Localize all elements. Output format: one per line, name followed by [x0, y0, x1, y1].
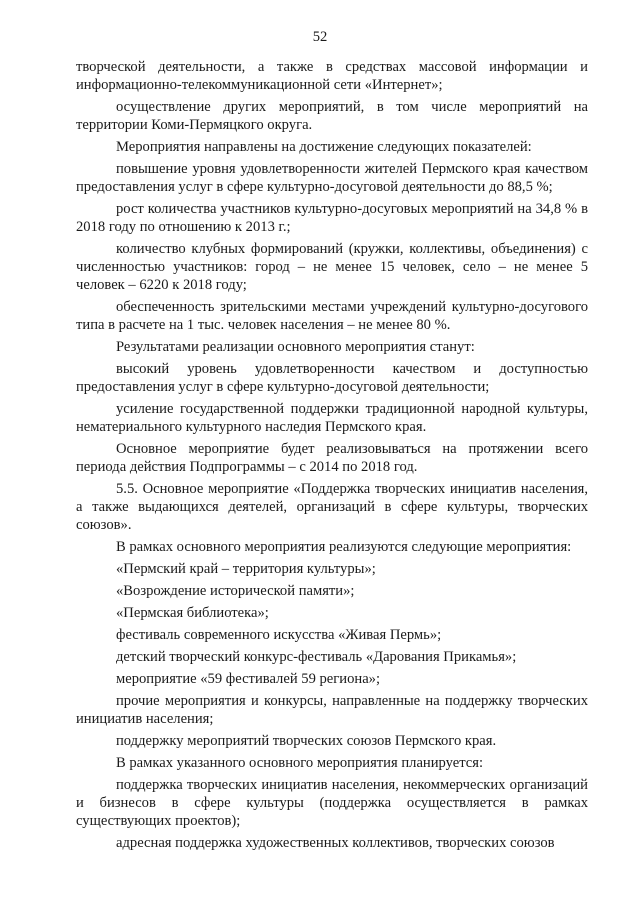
- paragraph: высокий уровень удовлетворенности качеством и доступностью предоставления услуг в сфере культурно-досуговой деятельности;: [76, 361, 588, 395]
- paragraph: «Пермская библиотека»;: [116, 605, 269, 621]
- paragraph: «Возрождение исторической памяти»;: [116, 583, 355, 599]
- paragraph: Основное мероприятие будет реализовываться на протяжении всего периода действия Подпрограммы – с 2014 по 2018 год.: [76, 441, 588, 475]
- body-text: [76, 58, 588, 856]
- paragraph: осуществление других мероприятий, в том числе мероприятий на территории Коми-Пермяцкого округа.: [76, 99, 588, 133]
- paragraph: мероприятие «59 фестивалей 59 региона»;: [116, 671, 381, 687]
- paragraph: усиление государственной поддержки традиционной народной культуры, нематериального культурного наследия Пермского края.: [76, 401, 588, 435]
- paragraph: Мероприятия направлены на достижение следующих показателей:: [116, 139, 532, 155]
- paragraph: поддержка творческих инициатив населения, некоммерческих организаций и бизнесов в сфере культуры (поддержка осуществляется в рамках существующих проектов);: [76, 777, 588, 829]
- paragraph: обеспеченность зрительскими местами учреждений культурно-досугового типа в расчете на 1 тыс. человек населения – не менее 80 %.: [76, 299, 588, 333]
- paragraph: «Пермский край – территория культуры»;: [116, 561, 376, 577]
- paragraph: адресная поддержка художественных коллективов, творческих союзов: [116, 835, 555, 851]
- paragraph: Результатами реализации основного мероприятия станут:: [116, 339, 475, 355]
- paragraph: В рамках указанного основного мероприятия планируется:: [116, 755, 484, 771]
- paragraph: поддержку мероприятий творческих союзов Пермского края.: [116, 733, 497, 749]
- paragraph: рост количества участников культурно-досуговых мероприятий на 34,8 % в 2018 году по отношению к 2013 г.;: [76, 201, 588, 235]
- paragraph: творческой деятельности, а также в средствах массовой информации и информационно-телекоммуникационной сети «Интернет»;: [76, 59, 588, 93]
- page-number: 52: [312, 29, 328, 45]
- paragraph: фестиваль современного искусства «Живая Пермь»;: [116, 627, 442, 643]
- paragraph: количество клубных формирований (кружки, коллективы, объединения) с численностью участников: город – не менее 15 человек, село – не менее 5 человек – 6220 к 2018 году;: [76, 241, 588, 293]
- paragraph: В рамках основного мероприятия реализуются следующие мероприятия:: [116, 539, 572, 555]
- paragraph: прочие мероприятия и конкурсы, направленные на поддержку творческих инициатив населения;: [76, 693, 588, 727]
- paragraph: повышение уровня удовлетворенности жителей Пермского края качеством предоставления услуг в сфере культурно-досуговой деятельности до 88,5 %;: [76, 161, 588, 195]
- paragraph: 5.5. Основное мероприятие «Поддержка творческих инициатив населения, а также выдающихся деятелей, организаций в сфере культуры, творческих союзов».: [76, 481, 588, 533]
- paragraph: детский творческий конкурс-фестиваль «Дарования Прикамья»;: [116, 649, 517, 665]
